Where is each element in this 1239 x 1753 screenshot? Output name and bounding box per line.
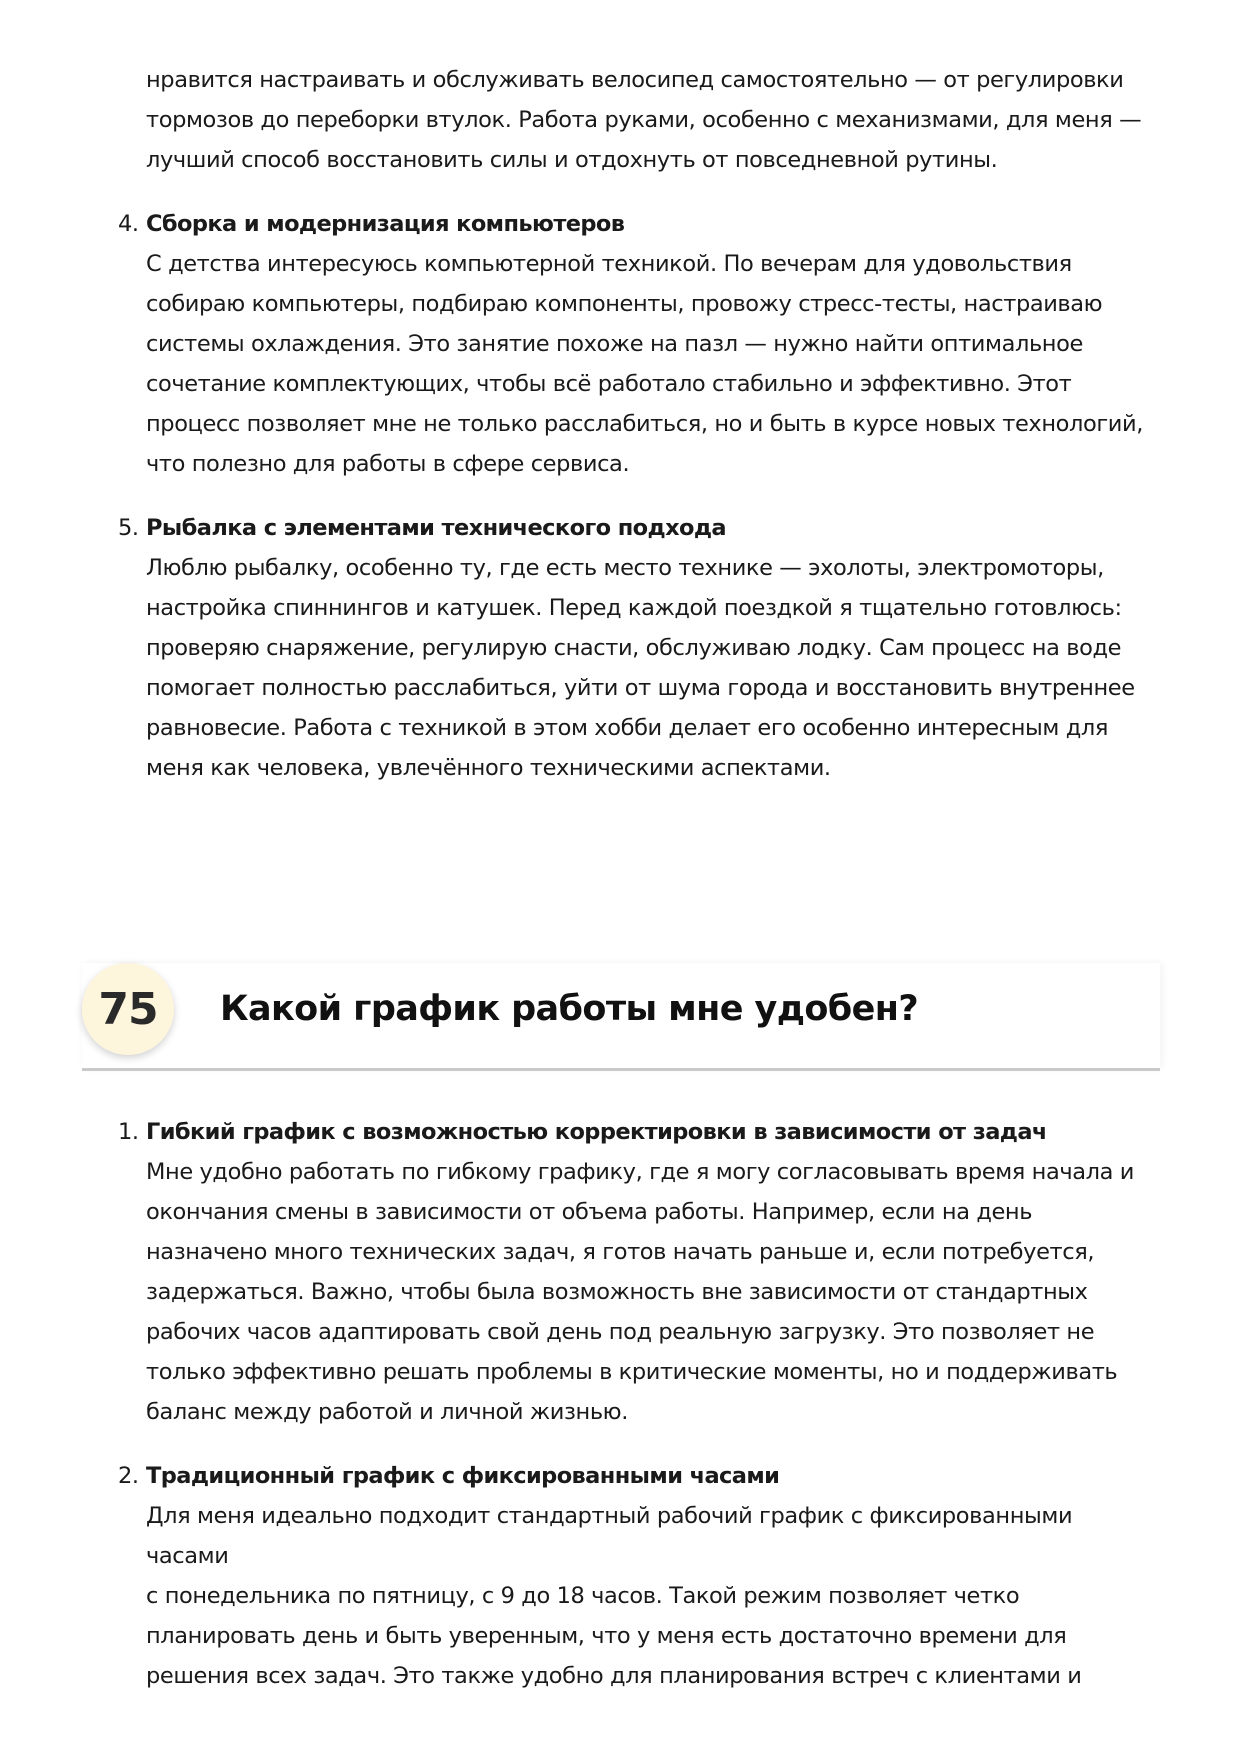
text-line: решения всех задач. Это также удобно для планирования встреч с клиентами и	[146, 1663, 1082, 1689]
section-title: Какой график работы мне удобен?	[220, 989, 919, 1029]
text-line: равновесие. Работа с техникой в этом хобби делает его особенно интересным для	[146, 715, 1108, 741]
text-line: баланс между работой и личной жизнью.	[146, 1399, 628, 1425]
list-item-number: 5.	[118, 515, 139, 541]
text-line: с понедельника по пятницу, с 9 до 18 часов. Такой режим позволяет четко	[146, 1583, 1020, 1609]
list-item-number: 1.	[118, 1119, 139, 1145]
section-number-badge: 75	[82, 963, 174, 1055]
list-item	[118, 1456, 1156, 1696]
text-line: процесс позволяет мне не только расслабиться, но и быть в курсе новых технологий,	[146, 411, 1143, 437]
text-line: лучший способ восстановить силы и отдохнуть от повседневной рутины.	[146, 147, 998, 173]
text-line: Для меня идеально подходит стандартный рабочий график с фиксированными часами	[146, 1503, 1073, 1569]
list-item-title: Сборка и модернизация компьютеров	[146, 211, 625, 237]
text-line: Люблю рыбалку, особенно ту, где есть место технике — эхолоты, электромоторы,	[146, 555, 1104, 581]
text-line: тормозов до переборки втулок. Работа руками, особенно с механизмами, для меня —	[146, 107, 1142, 133]
text-line: С детства интересуюсь компьютерной техникой. По вечерам для удовольствия	[146, 251, 1072, 277]
text-line: планировать день и быть уверенным, что у меня есть достаточно времени для	[146, 1623, 1067, 1649]
text-line: собираю компьютеры, подбираю компоненты, провожу стресс-тесты, настраиваю	[146, 291, 1103, 317]
list-item	[118, 508, 1156, 788]
text-line: рабочих часов адаптировать свой день под реальную загрузку. Это позволяет не	[146, 1319, 1095, 1345]
text-line: Мне удобно работать по гибкому графику, где я могу согласовывать время начала и	[146, 1159, 1135, 1185]
text-line: окончания смены в зависимости от объема работы. Например, если на день	[146, 1199, 1033, 1225]
text-line: задержаться. Важно, чтобы была возможность вне зависимости от стандартных	[146, 1279, 1088, 1305]
text-line: помогает полностью расслабиться, уйти от шума города и восстановить внутреннее	[146, 675, 1135, 701]
list-item	[118, 1112, 1156, 1432]
list-item-title: Гибкий график с возможностью корректировки в зависимости от задач	[146, 1119, 1047, 1145]
list-item-number: 2.	[118, 1463, 139, 1489]
text-line: меня как человека, увлечённого техническими аспектами.	[146, 755, 831, 781]
text-line: системы охлаждения. Это занятие похоже на пазл — нужно найти оптимальное	[146, 331, 1083, 357]
text-line: настройка спиннингов и катушек. Перед каждой поездкой я тщательно готовлюсь:	[146, 595, 1122, 621]
continuation-paragraph	[146, 60, 1156, 180]
list-item-title: Рыбалка с элементами технического подхода	[146, 515, 726, 541]
text-line: проверяю снаряжение, регулирую снасти, обслуживаю лодку. Сам процесс на воде	[146, 635, 1122, 661]
list-item-title: Традиционный график с фиксированными часами	[146, 1463, 780, 1489]
list-item	[118, 204, 1156, 484]
section-divider	[82, 1068, 1160, 1071]
text-line: нравится настраивать и обслуживать велосипед самостоятельно — от регулировки	[146, 67, 1124, 93]
section-header	[82, 963, 1160, 1071]
text-line: назначено много технических задач, я готов начать раньше и, если потребуется,	[146, 1239, 1095, 1265]
text-line: только эффективно решать проблемы в критические моменты, но и поддерживать	[146, 1359, 1118, 1385]
list-item-number: 4.	[118, 211, 139, 237]
text-line: что полезно для работы в сфере сервиса.	[146, 451, 630, 477]
text-line: сочетание комплектующих, чтобы всё работало стабильно и эффективно. Этот	[146, 371, 1072, 397]
